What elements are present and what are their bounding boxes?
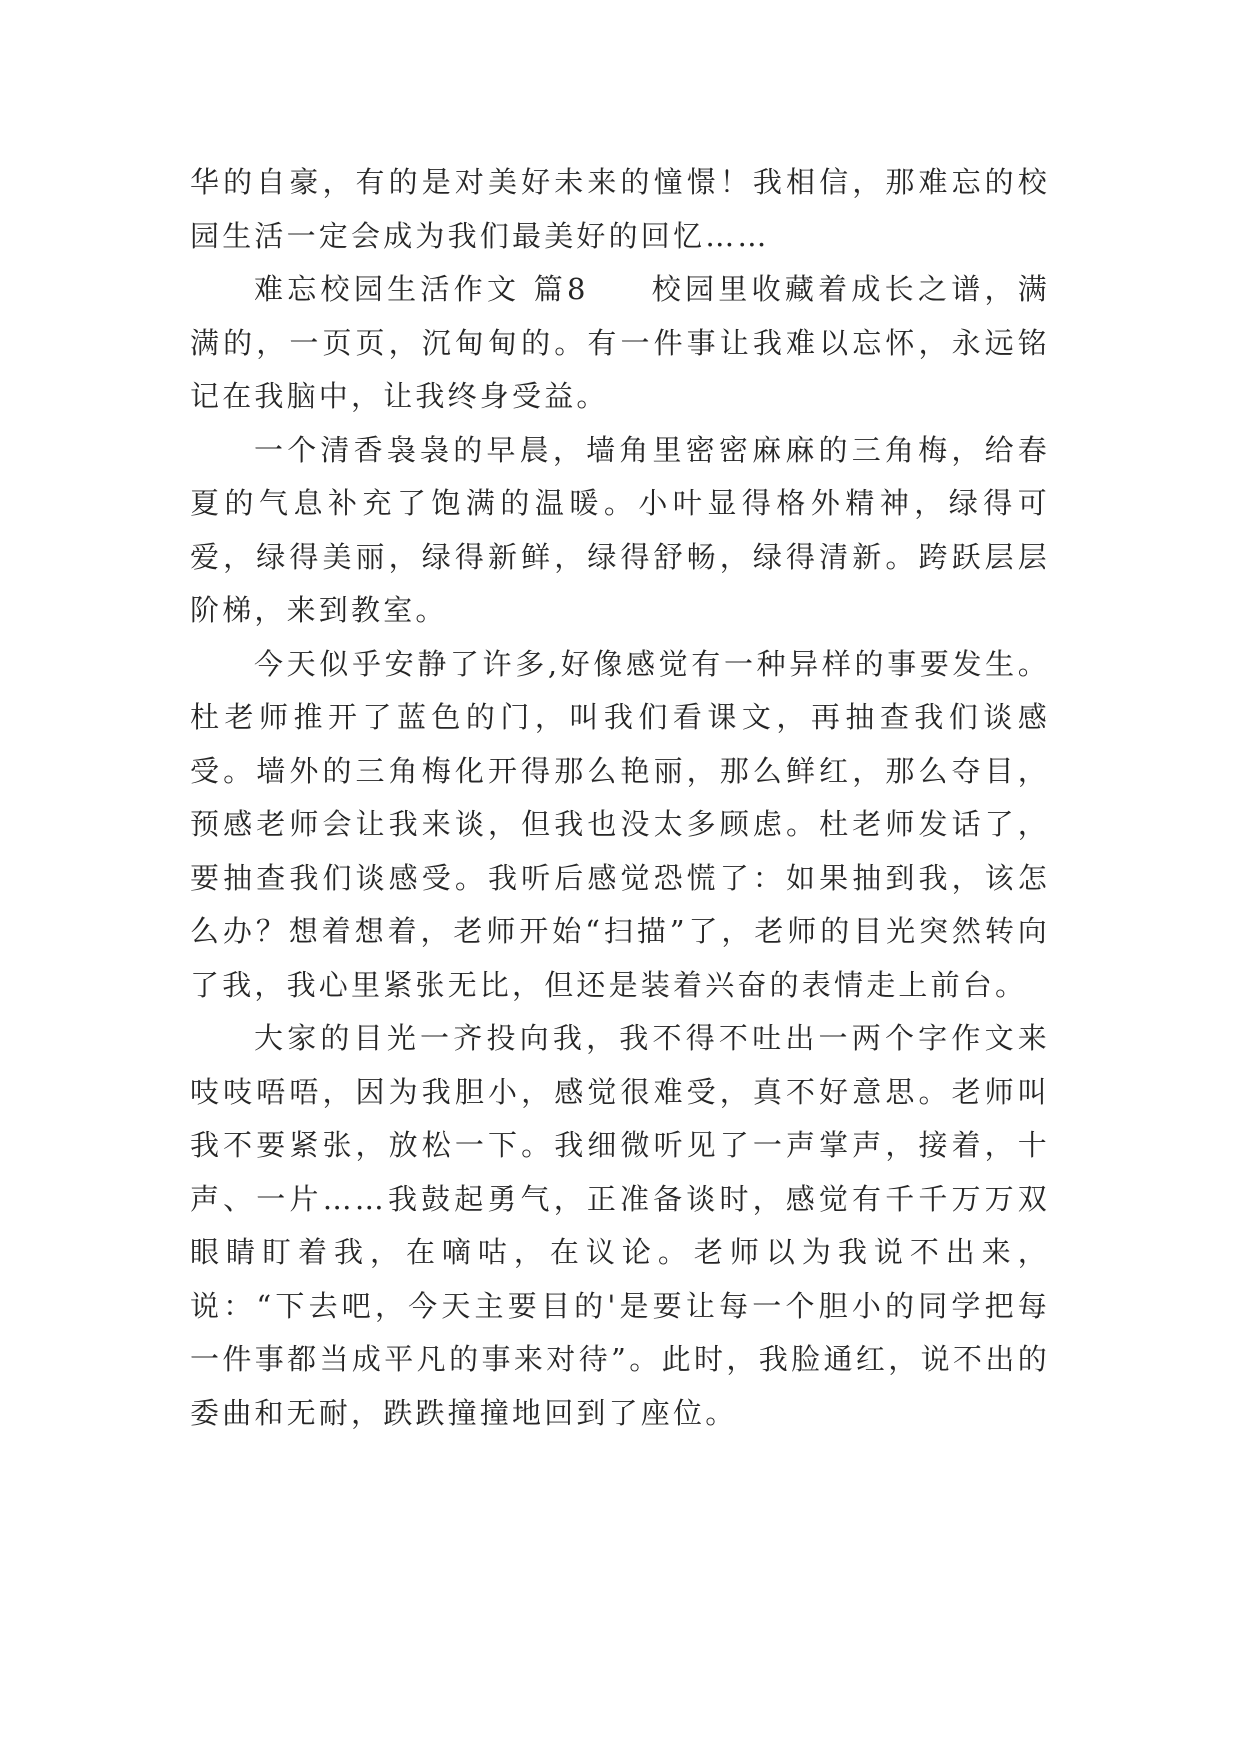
paragraph-text: 校园里收藏着成长之谱，满满的，一页页，沉甸甸的。有一件事让我难以忘怀，永远铭记在我脑中，让我终身受益。 (190, 272, 1050, 413)
paragraph-speech: 大家的目光一齐投向我，我不得不吐出一两个字作文来吱吱唔唔，因为我胆小，感觉很难受，真不好意思。老师叫我不要紧张，放松一下。我细微听见了一声掌声，接着，十声、一片……我鼓起勇气，正准备谈时，感觉有千千万万双眼睛盯着我，在嘀咕，在议论。老师以为我说不出来，说：“下去吧，今天主要目的'是要让每一个胆小的同学把每一件事都当成平凡的事来对待”。此时，我脸通红，说不出的委曲和无耐，跌跌撞撞地回到了座位。 (190, 1021, 1050, 1430)
section-heading: 难忘校园生活作文 篇8 (254, 272, 589, 306)
document-body (190, 156, 1050, 1440)
paragraph-continuation: 华的自豪，有的是对美好未来的憧憬！我相信，那难忘的校园生活一定会成为我们最美好的回忆…… (190, 165, 1050, 253)
paragraph-morning: 一个清香袅袅的早晨，墙角里密密麻麻的三角梅，给春夏的气息补充了饱满的温暖。小叶显得格外精神，绿得可爱，绿得美丽，绿得新鲜，绿得舒畅，绿得清新。跨跃层层阶梯，来到教室。 (190, 432, 1050, 627)
paragraph-classroom: 今天似乎安静了许多,好像感觉有一种异样的事要发生。杜老师推开了蓝色的门，叫我们看课文，再抽查我们谈感受。墙外的三角梅化开得那么艳丽，那么鲜红，那么夺目，预感老师会让我来谈，但我也没太多顾虑。杜老师发话了，要抽查我们谈感受。我听后感觉恐慌了：如果抽到我，该怎么办？想着想着，老师开始“扫描”了，老师的目光突然转向了我，我心里紧张无比，但还是装着兴奋的表情走上前台。 (190, 646, 1050, 1002)
paragraph-section-8-intro (190, 263, 1050, 424)
